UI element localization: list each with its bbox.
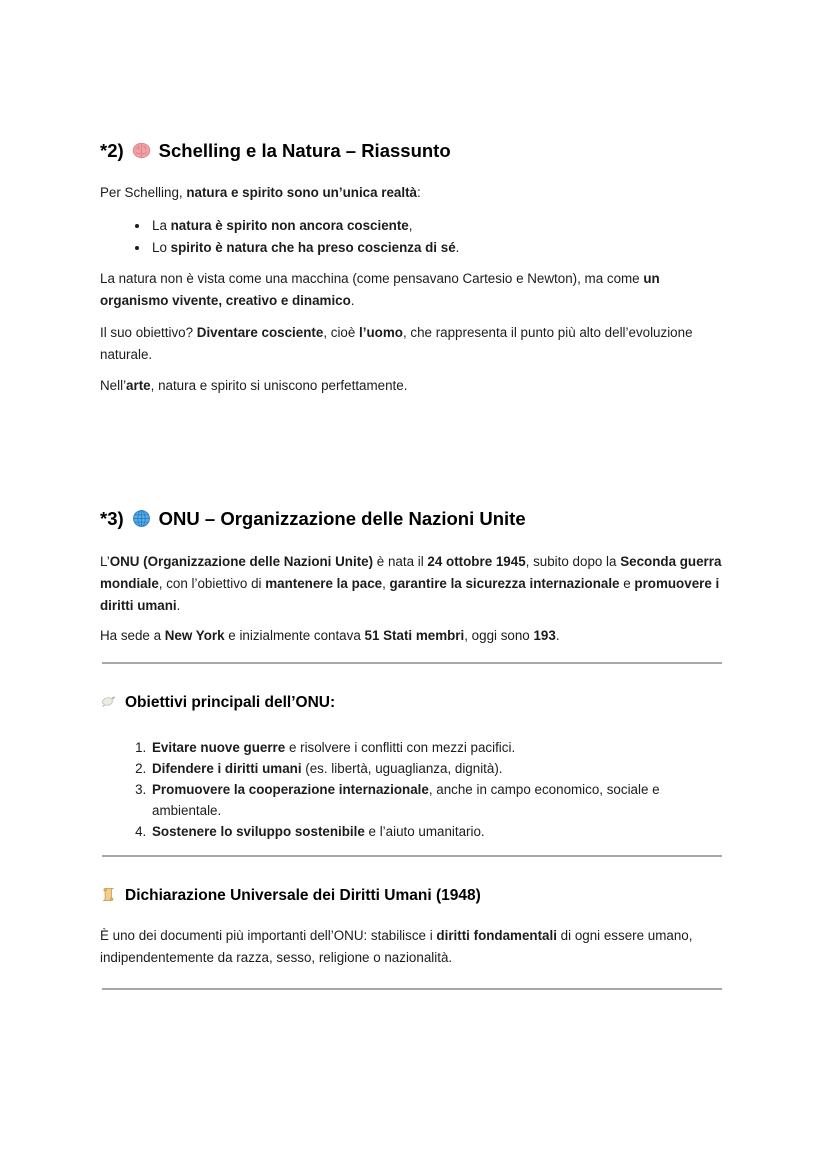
numbered-list-objectives [100, 737, 728, 842]
heading-text: Dichiarazione Universale dei Diritti Umani (1948) [125, 887, 481, 904]
subsection-heading-declaration [100, 886, 728, 905]
heading-text: ONU – Organizzazione delle Nazioni Unite [158, 508, 526, 529]
list-item: 3. Promuovere la cooperazione internazionale, anche in campo economico, sociale e ambientale. [150, 779, 728, 821]
list-item: 4. Sostenere lo sviluppo sostenibile e l’aiuto umanitario. [150, 821, 728, 842]
paragraph-schelling-art: Nell’arte, natura e spirito si uniscono perfettamente. [100, 378, 408, 393]
subsection-heading-objectives [100, 693, 728, 712]
heading-text: Obiettivi principali dell’ONU: [125, 694, 336, 711]
list-item: • La natura è spirito non ancora cosciente, [150, 215, 728, 237]
list-item: 1. Evitare nuove guerre e risolvere i conflitti con mezzi pacifici. [150, 737, 728, 758]
section-heading-onu [100, 507, 728, 530]
paragraph-schelling-goal: Il suo obiettivo? Diventare cosciente, cioè l’uomo, che rappresenta il punto più alto dell’evoluzione naturale. [100, 325, 693, 362]
paragraph-declaration: È uno dei documenti più importanti dell’ONU: stabilisce i diritti fondamentali di ogni essere umano, indipendentemente da razza, sesso, religione o nazionalità. [100, 928, 693, 965]
section-divider [102, 855, 722, 857]
list-item: 2. Difendere i diritti umani (es. libertà, uguaglianza, dignità). [150, 758, 728, 779]
heading-prefix: *3) [100, 508, 124, 529]
section-divider [102, 988, 722, 990]
dove-emoji-icon [100, 693, 117, 710]
globe-emoji-icon [131, 508, 152, 529]
heading-text: Schelling e la Natura – Riassunto [158, 140, 451, 161]
scroll-emoji-icon [100, 886, 117, 903]
paragraph-onu-founding: L’ONU (Organizzazione delle Nazioni Unite) è nata il 24 ottobre 1945, subito dopo la Seconda guerra mondiale, con l’obiettivo di mantenere la pace, garantire la sicurezza internazionale e promuovere i diritti umani. [100, 554, 722, 613]
paragraph-schelling-intro: Per Schelling, natura e spirito sono un’unica realtà: [100, 185, 421, 200]
paragraph-schelling-machine: La natura non è vista come una macchina (come pensavano Cartesio e Newton), ma come un organismo vivente, creativo e dinamico. [100, 271, 660, 308]
section-heading-schelling [100, 139, 728, 162]
section-divider [102, 662, 722, 664]
heading-prefix: *2) [100, 140, 124, 161]
list-item: • Lo spirito è natura che ha preso coscienza di sé. [150, 237, 728, 259]
brain-emoji-icon [131, 140, 152, 161]
paragraph-onu-seat: Ha sede a New York e inizialmente contava 51 Stati membri, oggi sono 193. [100, 628, 560, 643]
bullet-list-schelling [100, 215, 728, 259]
